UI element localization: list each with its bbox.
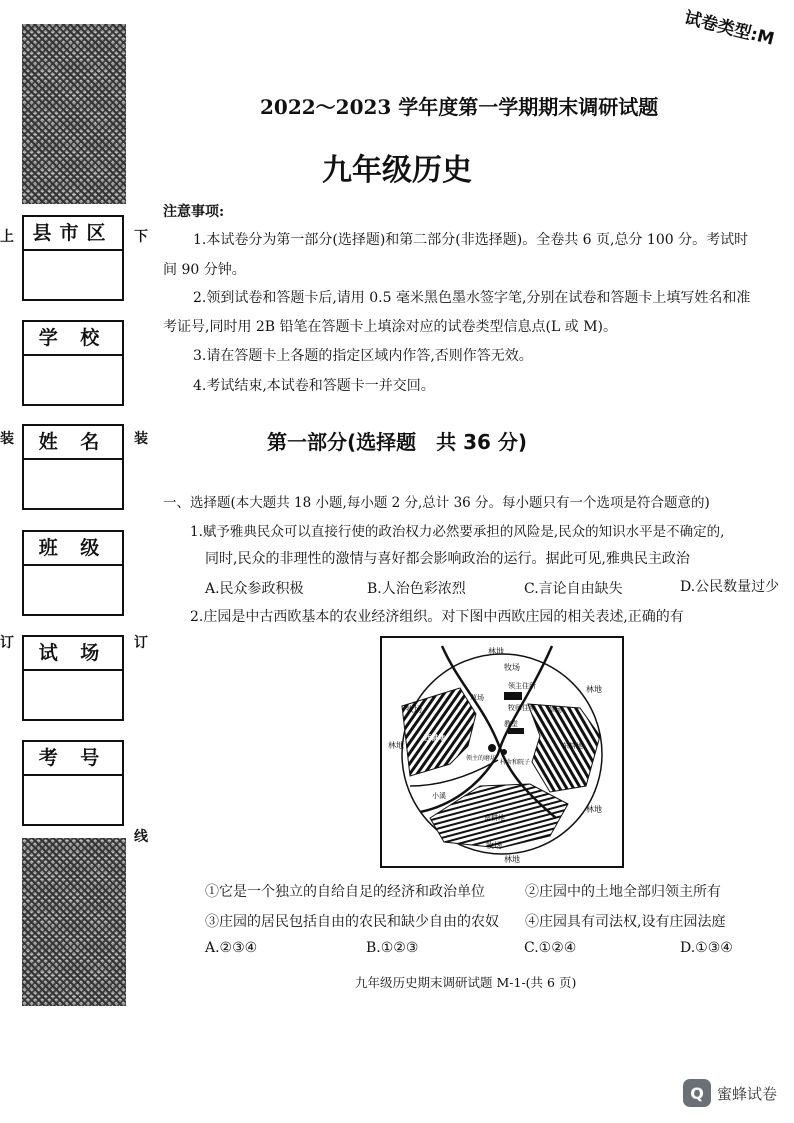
q2-stem: 2.庄园是中古西欧基本的农业经济组织。对下图中西欧庄园的相关表述,正确的有: [190, 609, 684, 625]
manor-map: [380, 636, 624, 868]
map-label: 领主住所: [508, 682, 536, 690]
map-label: 林地: [488, 647, 504, 656]
map-label: 牧场: [406, 705, 422, 714]
watermark: [683, 1076, 783, 1110]
map-label: 牧场: [504, 663, 520, 672]
q1-option-a[interactable]: A.民众参政积极: [205, 581, 304, 597]
q1-stem: 1.赋予雅典民众可以直接行使的政治权力必然要承担的风险是,民众的知识水平是不确定的,: [190, 524, 725, 540]
watermark-text: 蜜蜂试卷: [717, 1084, 778, 1103]
section-title: 第一部分(选择题 共 36 分): [266, 430, 528, 454]
notice-line: 考证号,同时用 2B 铅笔在答题卡上填涂对应的试卷类型信息点(L 或 M)。: [163, 319, 618, 335]
field-school[interactable]: [22, 320, 124, 406]
margin-char: 订: [134, 635, 148, 651]
map-label: 教堂: [504, 720, 518, 728]
field-class[interactable]: [22, 530, 124, 616]
map-label: 草场: [470, 694, 484, 702]
lord-house-icon: [504, 692, 522, 700]
notice-line: 间 90 分钟。: [163, 262, 246, 278]
notice-line: 4.考试结束,本试卷和答题卡一并交回。: [193, 378, 435, 394]
village-icon: [488, 744, 496, 752]
q1-option-d[interactable]: D.公民数量过少: [680, 579, 780, 595]
field-county-label: 县市区: [24, 217, 122, 251]
church-icon: [508, 728, 524, 734]
map-label: 南耕地: [484, 814, 505, 822]
margin-char: 订: [0, 635, 14, 651]
notice-line: 1.本试卷分为第一部分(选择题)和第二部分(非选择题)。全卷共 6 页,总分 100 分。考试时: [193, 232, 749, 248]
q2-option-b[interactable]: B.①②③: [366, 940, 419, 956]
field-name-label: 姓 名: [24, 426, 122, 460]
map-label: 小溪: [432, 792, 446, 800]
field-exam-number[interactable]: [22, 740, 124, 826]
field-exam-room-label: 试 场: [24, 637, 122, 671]
watermark-logo-icon: Q: [683, 1079, 711, 1107]
q2-statement: ②庄园中的土地全部归领主所有: [525, 884, 721, 900]
map-label: 林地: [586, 685, 602, 694]
q2-statement: ③庄园的居民包括自由的农民和缺少自由的农奴: [205, 914, 499, 930]
margin-char: 装: [0, 431, 14, 447]
field-county[interactable]: [22, 215, 124, 301]
section-instruction: 一、选择题(本大题共 18 小题,每小题 2 分,总计 36 分。每小题只有一个选项是符合题意的): [163, 495, 710, 511]
field-exam-room[interactable]: [22, 635, 124, 721]
notice-line: 2.领到试卷和答题卡后,请用 0.5 毫米黑色墨水签字笔,分别在试卷和答题卡上填写姓名和准: [193, 290, 751, 306]
q1-option-c[interactable]: C.言论自由缺失: [524, 581, 623, 597]
map-label: 领主的磨坊: [466, 755, 497, 762]
map-label: 西耕地: [424, 734, 445, 742]
margin-char: 线: [134, 829, 148, 845]
q1-stem: 同时,民众的非理性的激情与喜好都会影响政治的运行。据此可见,雅典民主政治: [205, 551, 690, 567]
map-label: 林地: [388, 741, 404, 750]
q2-option-d[interactable]: D.①③④: [680, 940, 733, 956]
binding-pattern-bottom: [22, 838, 126, 1006]
field-school-label: 学 校: [24, 322, 122, 356]
q1-option-b[interactable]: B.人治色彩浓烈: [367, 581, 466, 597]
q2-statement: ①它是一个独立的自给自足的经济和政治单位: [205, 884, 485, 900]
map-label: 林地: [504, 855, 520, 864]
q2-option-c[interactable]: C.①②④: [524, 940, 577, 956]
map-label: 牧场: [486, 841, 502, 850]
map-label: 村舍和院子: [500, 759, 531, 766]
notice-line: 3.请在答题卡上各题的指定区域内作答,否则作答无效。: [193, 348, 533, 364]
q2-option-a[interactable]: A.②③④: [205, 940, 258, 956]
exam-title: 2022～2023 学年度第一学期期末调研试题: [260, 95, 659, 119]
field-exam-number-label: 考 号: [24, 742, 122, 776]
map-label: 东耕地: [562, 742, 583, 750]
village-icon: [501, 749, 507, 755]
margin-char: 上: [0, 229, 14, 245]
paper-type-stamp: 试卷类型:M: [682, 8, 777, 50]
page-footer: 九年级历史期末调研试题 M-1-(共 6 页): [355, 975, 577, 990]
margin-char: 装: [134, 431, 148, 447]
map-label: 草场: [548, 706, 562, 714]
field-class-label: 班 级: [24, 532, 122, 566]
notice-heading: 注意事项:: [163, 204, 225, 220]
map-label: 林地: [586, 805, 602, 814]
subject-title: 九年级历史: [322, 153, 472, 188]
q2-statement: ④庄园具有司法权,设有庄园法庭: [525, 914, 726, 930]
map-label: 牧师住所: [508, 704, 536, 712]
margin-char: 下: [134, 229, 148, 245]
